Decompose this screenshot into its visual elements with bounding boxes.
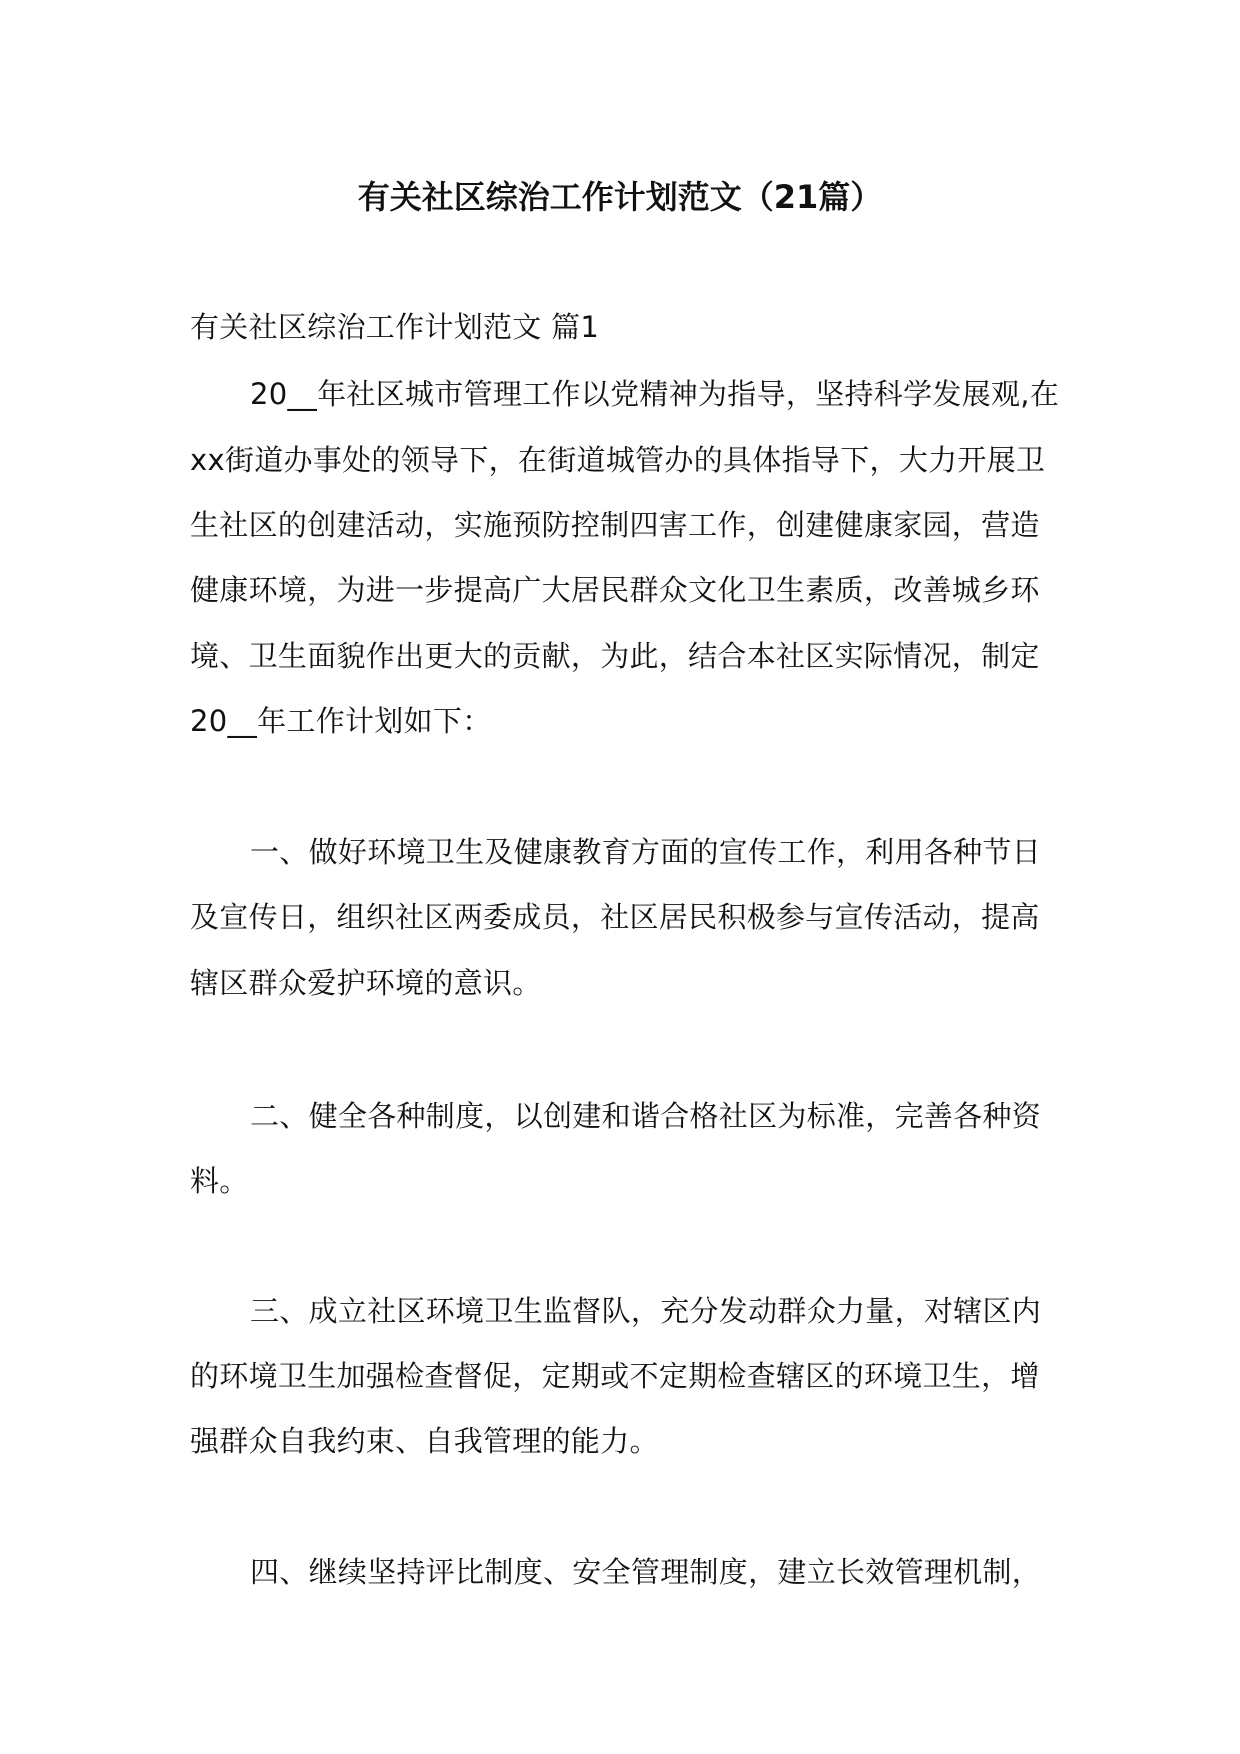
paragraph-line: 健康环境，为进一步提高广大居民群众文化卫生素质，改善城乡环 <box>190 573 1040 607</box>
paragraph-line: 四、继续坚持评比制度、安全管理制度，建立长效管理机制， <box>250 1555 1042 1589</box>
document-title: 有关社区综治工作计划范文（21篇） <box>357 178 883 216</box>
paragraph-line: 料。 <box>190 1164 249 1198</box>
paragraph-line: 生社区的创建活动，实施预防控制四害工作，创建健康家园，营造 <box>190 508 1040 542</box>
paragraph-line: 辖区群众爱护环境的意识。 <box>190 966 542 1000</box>
paragraph-line: 20__年社区城市管理工作以党精神为指导，坚持科学发展观,在 <box>250 377 1060 411</box>
section-heading: 有关社区综治工作计划范文 篇1 <box>190 310 600 344</box>
paragraph-line: xx街道办事处的领导下，在街道城管办的具体指导下，大力开展卫 <box>190 443 1046 477</box>
paragraph-line: 二、健全各种制度，以创建和谐合格社区为标准，完善各种资 <box>250 1099 1042 1133</box>
paragraph-line: 境、卫生面貌作出更大的贡献，为此，结合本社区实际情况，制定 <box>190 639 1040 673</box>
paragraph-line: 的环境卫生加强检查督促，定期或不定期检查辖区的环境卫生，增 <box>190 1359 1040 1393</box>
paragraph-line: 20__年工作计划如下： <box>190 704 492 738</box>
paragraph-line: 一、做好环境卫生及健康教育方面的宣传工作，利用各种节日 <box>250 835 1042 869</box>
paragraph-line: 及宣传日，组织社区两委成员，社区居民积极参与宣传活动，提高 <box>190 900 1040 934</box>
paragraph-line: 强群众自我约束、自我管理的能力。 <box>190 1424 659 1458</box>
paragraph-line: 三、成立社区环境卫生监督队，充分发动群众力量，对辖区内 <box>250 1294 1042 1328</box>
